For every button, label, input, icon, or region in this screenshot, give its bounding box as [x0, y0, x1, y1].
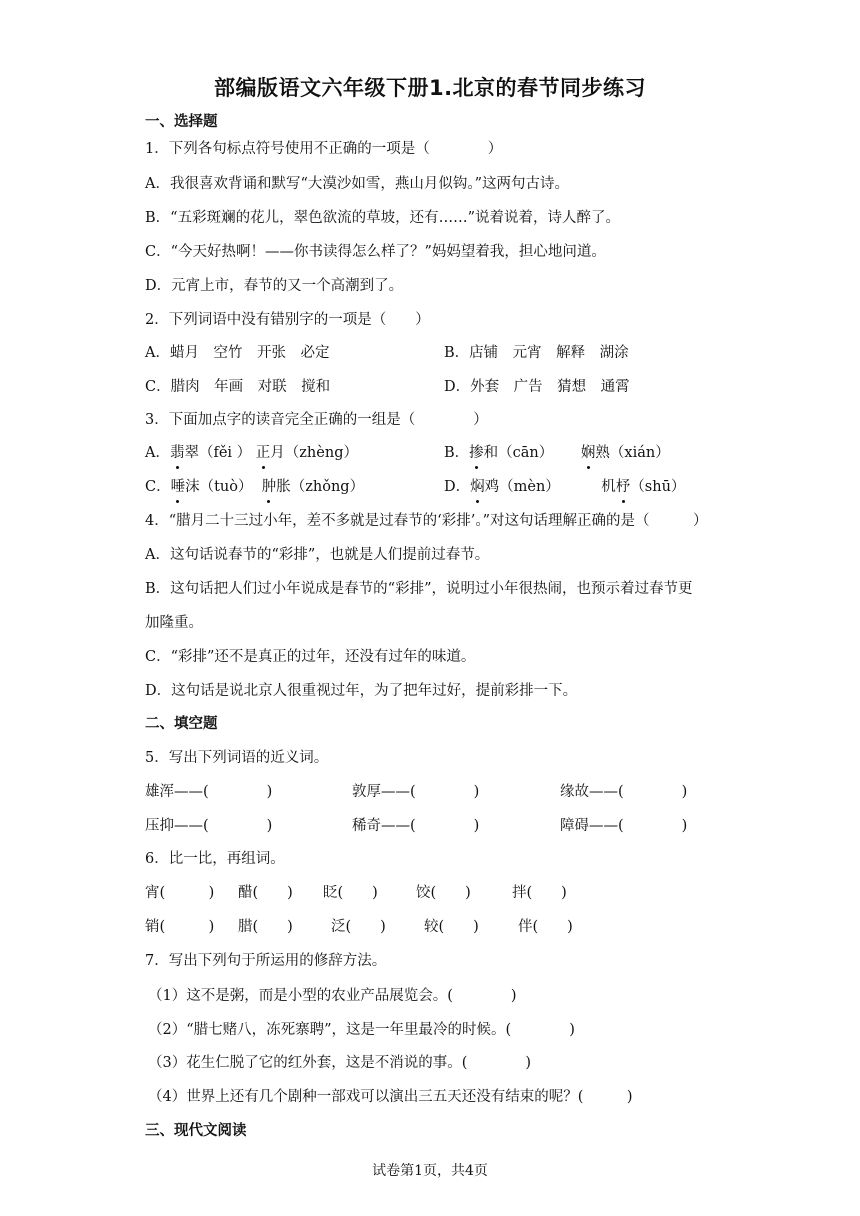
q1-stem: 1．下列各句标点符号使用不正确的一项是（ ）: [145, 141, 503, 157]
page-footer: 试卷第1页，共4页: [372, 1163, 488, 1179]
pinyin-text: 鸡（mèn）: [484, 479, 560, 495]
q2-option-c: C．腊肉 年画 对联 搅和: [145, 379, 331, 395]
pinyin-text: 和（cān）: [483, 445, 554, 461]
q7-item-1: （1）这不是粥，而是小型的农业产品展览会。( ): [148, 988, 517, 1004]
dotted-char: 肿: [261, 479, 277, 495]
option-prefix: C．: [145, 479, 171, 495]
q4-option-b-line1: B．这句话把人们过小年说成是春节的“彩排”，说明过小年很热闹，也预示着过春节更: [145, 581, 693, 597]
q5-item: 敦厚——( ): [352, 784, 480, 800]
q5-item: 障碍——( ): [560, 818, 688, 834]
page-title: 部编版语文六年级下册1.北京的春节同步练习: [213, 76, 647, 100]
q4-option-c: C．“彩排”还不是真正的过年，还没有过年的味道。: [145, 649, 476, 665]
section-heading-fill: 二、填空题: [145, 716, 218, 732]
q1-option-a: A．我很喜欢背诵和默写“大漠沙如雪，燕山月似钩。”这两句古诗。: [145, 176, 570, 192]
q6-item: 销( ): [145, 919, 215, 935]
q5-item: 压抑——( ): [145, 818, 273, 834]
q6-item: 拌( ): [512, 885, 567, 901]
q2-stem: 2．下列词语中没有错别字的一项是（ ）: [145, 312, 430, 328]
dotted-char: 娴: [580, 445, 596, 461]
q4-option-b-line2: 加隆重。: [145, 615, 203, 631]
section-heading-reading: 三、现代文阅读: [145, 1123, 247, 1139]
q3-stem: 3．下面加点字的读音完全正确的一组是（ ）: [145, 412, 488, 428]
q6-item: 醋( ): [238, 885, 293, 901]
dotted-char: 杼: [615, 479, 631, 495]
dotted-char: 正: [255, 445, 271, 461]
option-prefix: A．: [145, 445, 170, 461]
q3-option-a: [145, 443, 358, 463]
option-prefix: D．: [444, 479, 471, 495]
q7-stem: 7．写出下列句于所运用的修辞方法。: [145, 953, 387, 969]
q6-item: 腊( ): [238, 919, 293, 935]
q1-option-b: B．“五彩斑斓的花儿，翠色欲流的草坡，还有……”说着说着，诗人醉了。: [145, 210, 620, 226]
q7-item-2: （2）“腊七赌八，冻死寨聘”，这是一年里最冷的时候。( ): [148, 1022, 575, 1038]
q6-item: 眨( ): [323, 885, 378, 901]
dotted-char: 翡: [169, 445, 185, 461]
q1-option-c: C．“今天好热啊！——你书读得怎么样了？”妈妈望着我，担心地问道。: [145, 244, 606, 260]
pinyin-text: 翠（fěi ）: [184, 445, 252, 461]
q6-item: 饺( ): [416, 885, 471, 901]
q2-option-d: D．外套 广告 猜想 通霄: [444, 379, 630, 395]
q4-option-d: D．这句话是说北京人很重视过年，为了把年过好，提前彩排一下。: [145, 683, 578, 699]
q3-option-c: [145, 477, 364, 497]
pinyin-text: 月（zhèng）: [270, 445, 358, 461]
q3-option-b: [444, 443, 670, 463]
q6-item: 较( ): [424, 919, 479, 935]
q1-option-d: D．元宵上市，春节的又一个高潮到了。: [145, 278, 404, 294]
q6-item: 泛( ): [331, 919, 386, 935]
dotted-char: 焖: [470, 479, 485, 495]
q6-item: 宵( ): [145, 885, 215, 901]
q2-option-a: A．蜡月 空竹 开张 必定: [145, 345, 330, 361]
dotted-char: 掺: [469, 445, 484, 461]
q4-option-a: A．这句话说春节的“彩排”，也就是人们提前过春节。: [145, 547, 490, 563]
q5-item: 缘故——( ): [560, 784, 688, 800]
dotted-char: 唾: [170, 479, 186, 495]
section-heading-choice: 一、选择题: [145, 114, 218, 130]
q5-item: 稀奇——( ): [352, 818, 480, 834]
q3-option-d: [444, 477, 685, 497]
q7-item-3: （3）花生仁脱了它的红外套，这是不消说的事。( ): [148, 1055, 532, 1071]
pinyin-text: （shū）: [630, 479, 686, 495]
q6-item: 伴( ): [518, 919, 573, 935]
pinyin-text: 熟（xián）: [595, 445, 670, 461]
pinyin-text: 沫（tuò）: [185, 479, 253, 495]
plain-char: 机: [601, 479, 616, 495]
q4-stem: 4．“腊月二十三过小年，差不多就是过春节的‘彩排’。”对这句话理解正确的是（ ）: [145, 513, 708, 529]
q5-item: 雄浑——( ): [145, 784, 273, 800]
option-prefix: B．: [444, 445, 470, 461]
q6-stem: 6．比一比，再组词。: [145, 851, 285, 867]
pinyin-text: 胀（zhǒng）: [276, 479, 365, 495]
q7-item-4: （4）世界上还有几个剧种一部戏可以演出三五天还没有结束的呢？( ): [148, 1089, 633, 1105]
q2-option-b: B．店铺 元宵 解释 湖涂: [444, 345, 629, 361]
q5-stem: 5．写出下列词语的近义词。: [145, 750, 329, 766]
